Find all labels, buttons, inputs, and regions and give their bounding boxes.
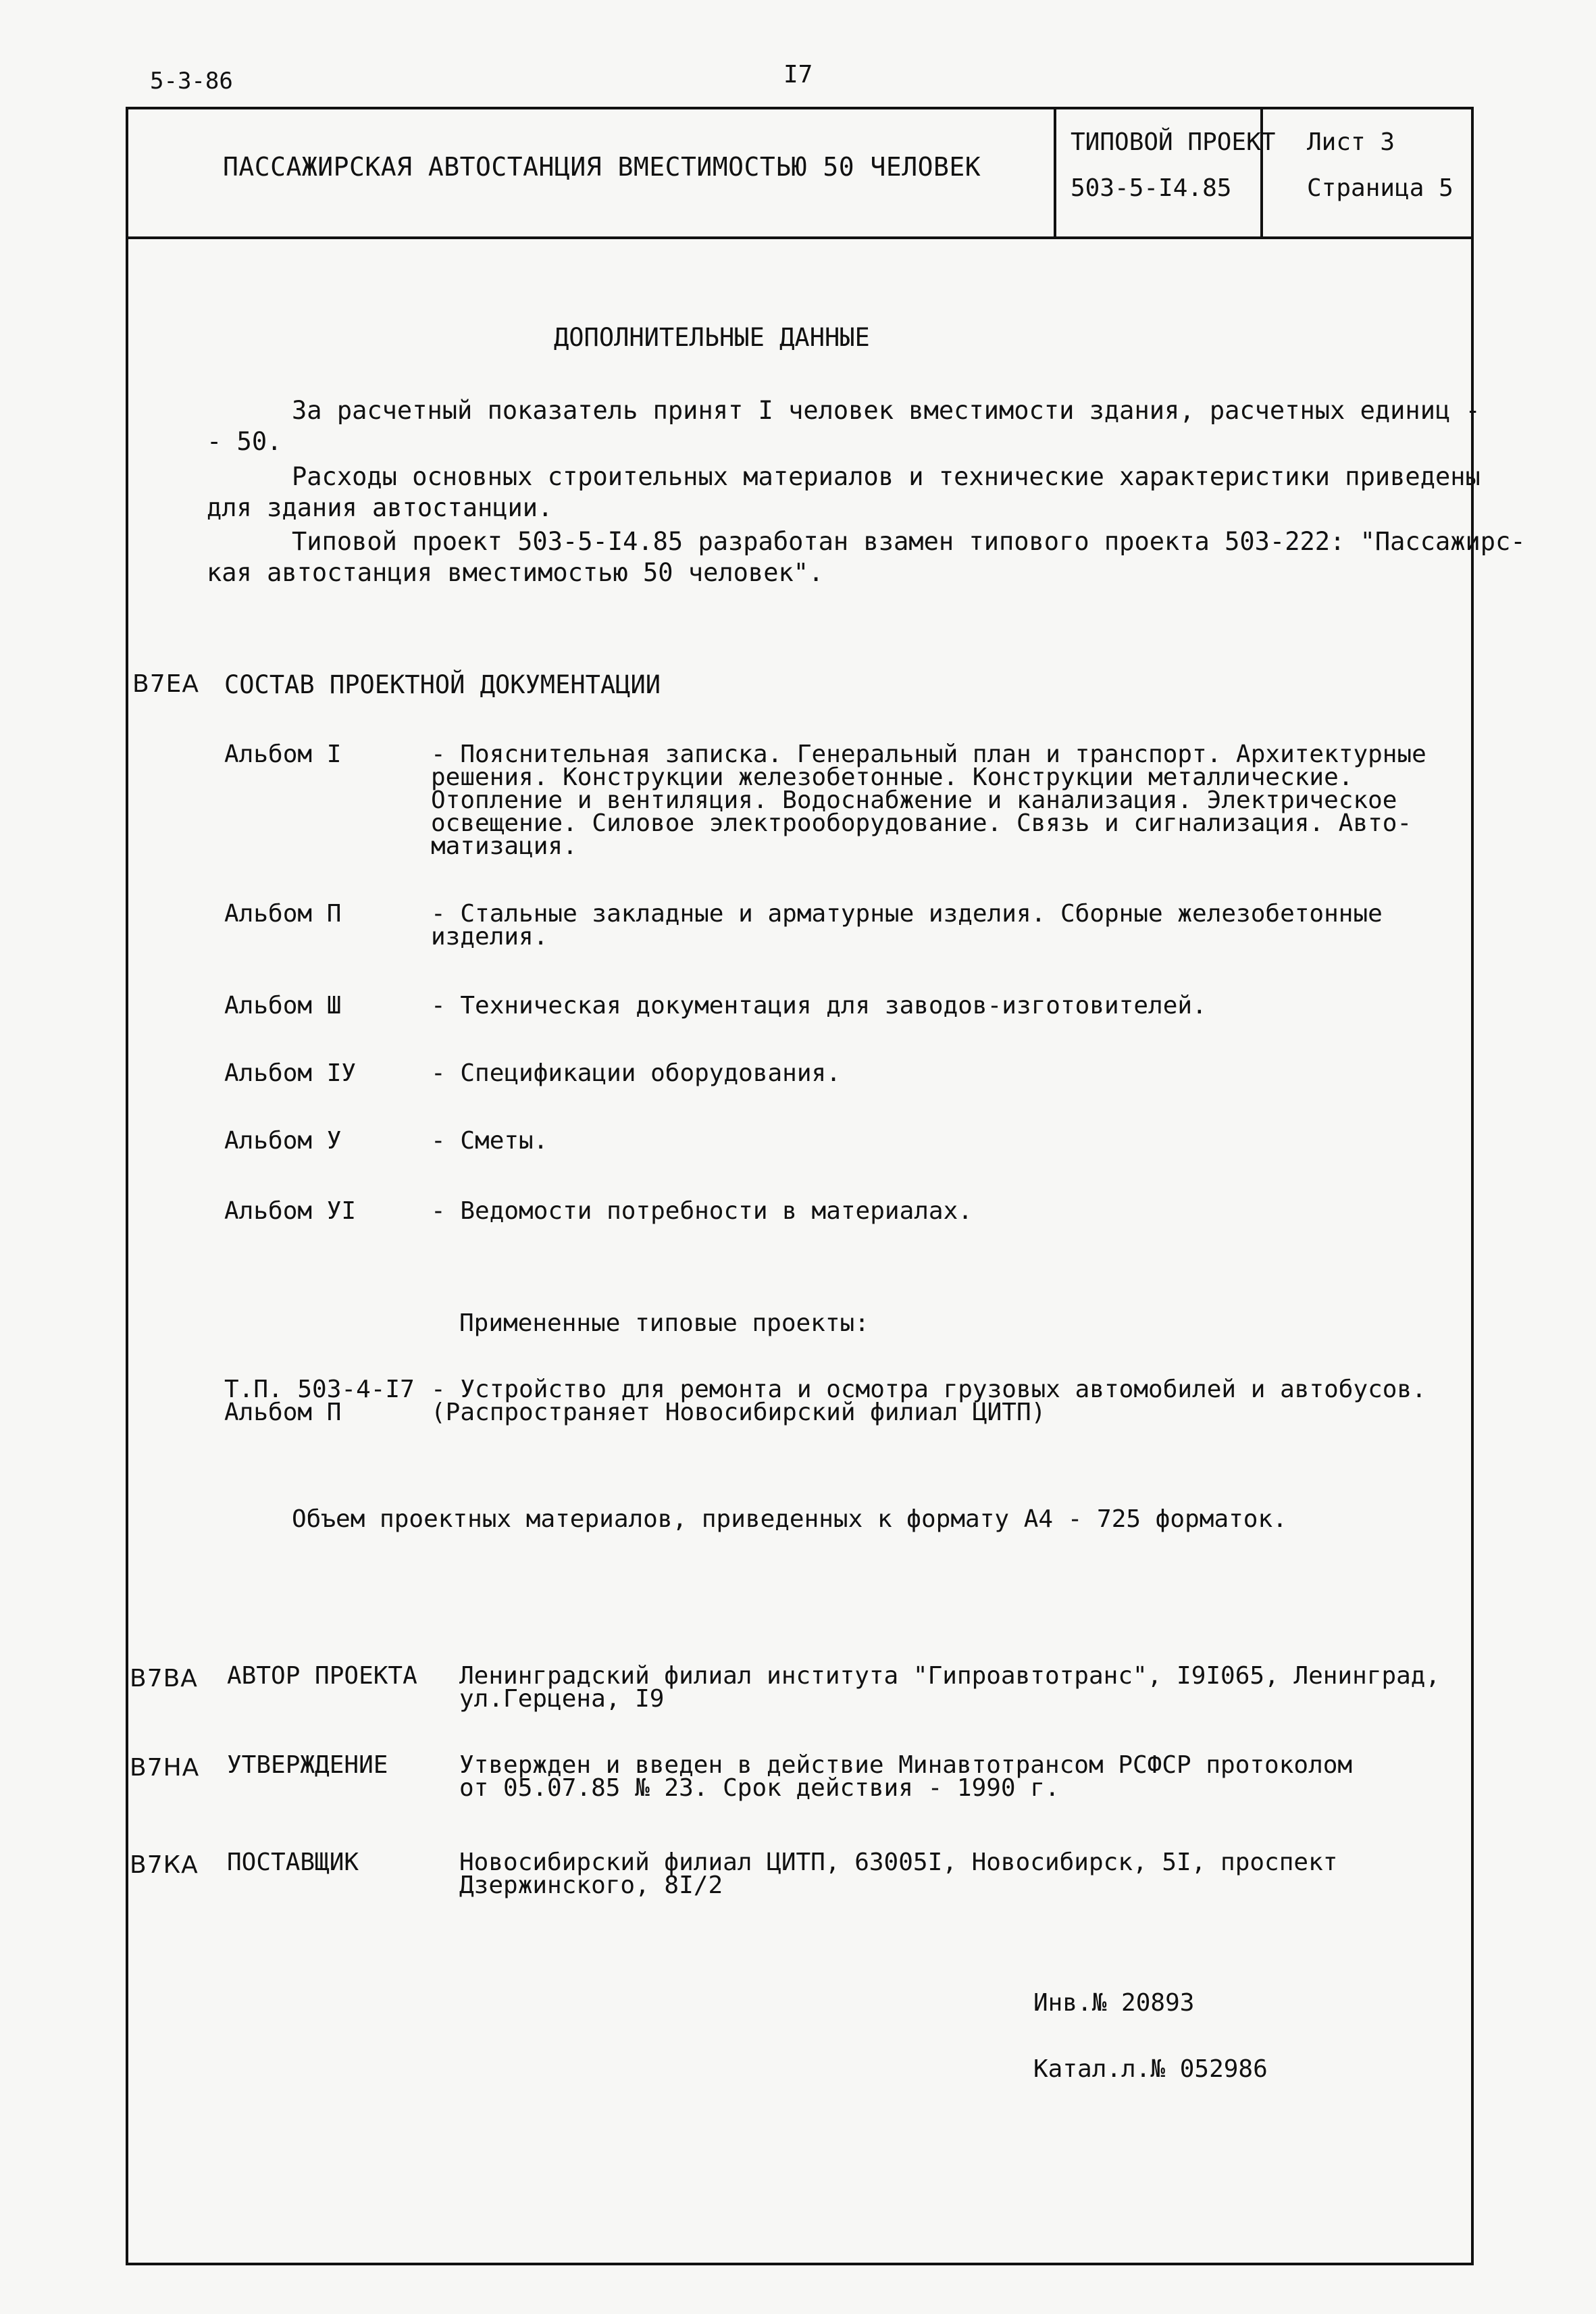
sheet-number: Лист 3 <box>1307 128 1395 156</box>
applied-ref: Альбом П <box>224 1399 342 1426</box>
album-desc-line: - Стальные закладные и арматурные изделия. Сборные железобетонные <box>431 900 1383 928</box>
author-line: ул.Герцена, I9 <box>459 1685 665 1713</box>
date-code: 5-3-86 <box>150 68 233 95</box>
album-desc-line: - Ведомости потребности в материалах. <box>431 1197 973 1225</box>
album-desc-line: матизация. <box>431 832 577 860</box>
paragraph-line: для здания автостанции. <box>207 493 553 522</box>
supplier-line: Новосибирский филиал ЦИТП, 63005I, Новосибирск, 5I, проспект <box>459 1848 1338 1876</box>
album-name: Альбом УI <box>224 1197 357 1225</box>
section-code: В7КА <box>130 1851 199 1879</box>
album-desc-line: изделия. <box>431 923 548 951</box>
document-frame <box>126 107 1474 2265</box>
album-name: Альбом У <box>224 1127 342 1155</box>
project-number: 503-5-I4.85 <box>1071 174 1232 202</box>
album-name: Альбом I <box>224 740 342 768</box>
album-desc-line: решения. Конструкции железобетонные. Конструкции металлические. <box>431 763 1354 791</box>
album-desc-line: - Спецификации оборудования. <box>431 1059 841 1087</box>
album-name: Альбом П <box>224 900 342 928</box>
catalog-number: Катал.л.№ 052986 <box>1033 2055 1268 2083</box>
author-label: АВТОР ПРОЕКТА <box>227 1662 417 1690</box>
applied-desc-line: - Устройство для ремонта и осмотра грузовых автомобилей и автобусов. <box>431 1376 1426 1403</box>
album-name: Альбом IУ <box>224 1059 357 1087</box>
paragraph-line: - 50. <box>207 427 282 456</box>
page-label: Страница 5 <box>1307 174 1453 202</box>
album-name: Альбом Ш <box>224 992 342 1020</box>
volume-line: Объем проектных материалов, приведенных к формату А4 - 725 форматок. <box>292 1505 1287 1533</box>
additional-heading: ДОПОЛНИТЕЛЬНЫЕ ДАННЫЕ <box>554 323 870 352</box>
section-code: В7НА <box>130 1754 200 1782</box>
album-desc-line: Отопление и вентиляция. Водоснабжение и канализация. Электрическое <box>431 786 1397 814</box>
paragraph-line: кая автостанция вместимостью 50 человек". <box>207 558 824 587</box>
section-code: В7ВА <box>130 1665 198 1692</box>
album-desc-line: - Пояснительная записка. Генеральный план и транспорт. Архитектурные <box>431 740 1426 768</box>
section-code: В7ЕА <box>132 670 199 698</box>
album-desc-line: - Техническая документация для заводов-изготовителей. <box>431 992 1207 1020</box>
supplier-line: Дзержинского, 8I/2 <box>459 1871 723 1899</box>
paragraph-line: Типовой проект 503-5-I4.85 разработан взамен типового проекта 503-222: "Пассажирс- <box>292 527 1526 556</box>
inventory-number: Инв.№ 20893 <box>1033 1989 1195 2017</box>
applied-desc-line: (Распространяет Новосибирский филиал ЦИТП) <box>431 1399 1046 1426</box>
paragraph-line: Расходы основных строительных материалов и технические характеристики приведены <box>292 462 1481 491</box>
title-block-divider <box>1260 107 1263 239</box>
applied-heading: Примененные типовые проекты: <box>459 1309 869 1337</box>
project-label: ТИПОВОЙ ПРОЕКТ <box>1071 128 1276 156</box>
approval-line: от 05.07.85 № 23. Срок действия - 1990 г. <box>459 1774 1060 1802</box>
page-number: I7 <box>783 61 813 89</box>
approval-line: Утвержден и введен в действие Минавтотрансом РСФСР протоколом <box>459 1751 1353 1779</box>
title-block-divider <box>1054 107 1056 239</box>
album-desc-line: - Сметы. <box>431 1127 548 1155</box>
applied-ref: Т.П. 503-4-I7 <box>224 1376 415 1403</box>
document-title: ПАССАЖИРСКАЯ АВТОСТАНЦИЯ ВМЕСТИМОСТЬЮ 50 ЧЕЛОВЕК <box>223 152 981 182</box>
paragraph-line: За расчетный показатель принят I человек вместимости здания, расчетных единиц - <box>292 396 1481 425</box>
supplier-label: ПОСТАВЩИК <box>227 1848 359 1876</box>
author-line: Ленинградский филиал института "Гипроавтотранс", I9I065, Ленинград, <box>459 1662 1441 1690</box>
album-desc-line: освещение. Силовое электрооборудование. Связь и сигнализация. Авто- <box>431 809 1412 837</box>
composition-heading: СОСТАВ ПРОЕКТНОЙ ДОКУМЕНТАЦИИ <box>224 670 661 699</box>
approval-label: УТВЕРЖДЕНИЕ <box>227 1751 388 1779</box>
